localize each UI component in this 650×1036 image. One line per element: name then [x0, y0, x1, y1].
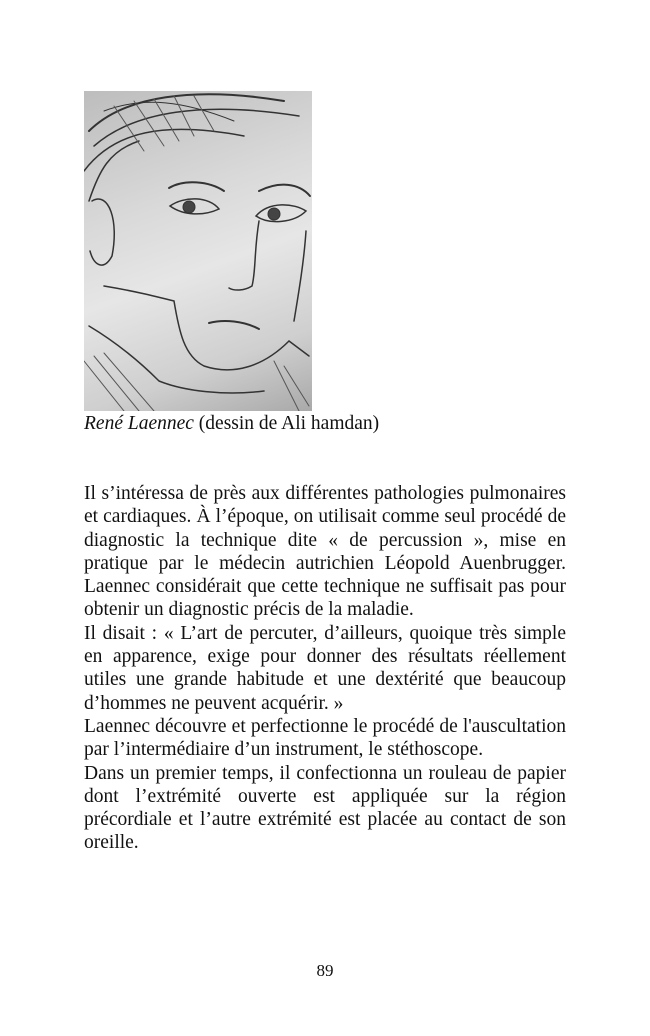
sketch-illustration	[84, 91, 312, 411]
portrait-drawing	[84, 91, 312, 411]
paragraph-pathologies: Il s’intéressa de près aux différentes pathologies pulmonaires et cardiaques. À l’époque, on utilisait comme seul procédé de diagnostic la technique dite « de percussion », mise en pratique par le médecin autrichien Léopold Auenbrugger. Laennec considérait que cette technique ne suffisait pas pour obtenir un diagnostic précis de la maladie.	[84, 483, 566, 621]
paragraph-quote: Il disait : « L’art de percuter, d’ailleurs, quoique très simple en apparence, exige pour donner des résultats réellement utiles une grande habitude et une dextérité que beaucoup d’hommes ne peuvent acquérir. »	[84, 622, 566, 714]
caption-subject-name: René Laennec	[84, 413, 194, 434]
figure-caption	[84, 413, 379, 435]
page-number: 89	[316, 961, 334, 980]
paragraph-stethoscope: Laennec découvre et perfectionne le procédé de l'auscultation par l’intermédiaire d’un instrument, le stéthoscope.	[84, 715, 566, 761]
caption-credit: (dessin de Ali hamdan)	[193, 413, 380, 434]
paragraph-paper-roll: Dans un premier temps, il confectionna un rouleau de papier dont l’extrémité ouverte est appliquée sur la région précordiale et l’autre extrémité est placée au contact de son oreille.	[84, 762, 566, 854]
body-text	[84, 482, 566, 855]
